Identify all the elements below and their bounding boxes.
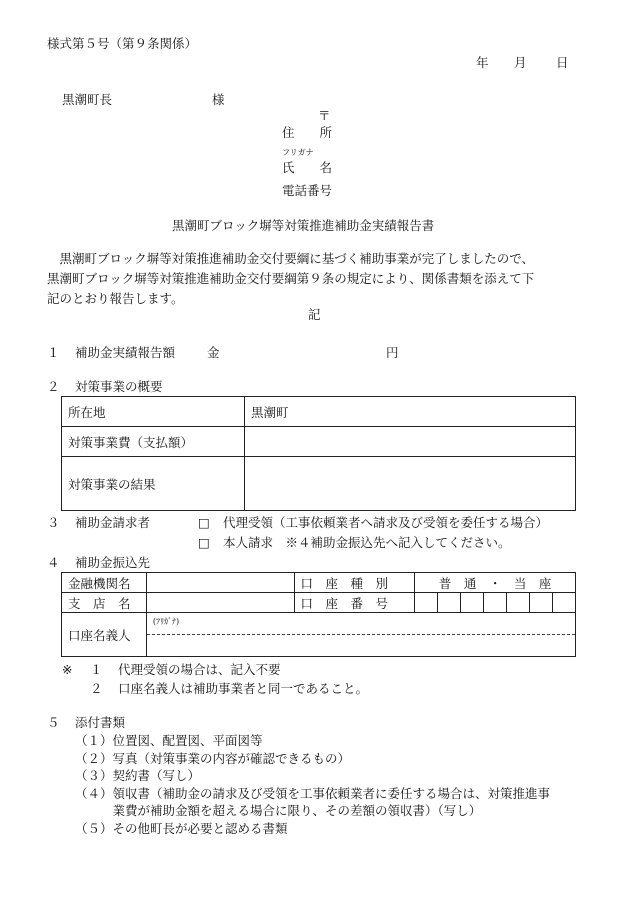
branch-name-value[interactable]	[146, 593, 294, 613]
section1-yen: 円	[386, 345, 399, 360]
date-month: 月	[514, 55, 527, 70]
project-cost-value[interactable]	[245, 427, 576, 457]
phone-label: 電話番号	[282, 183, 333, 198]
proxy-checkbox[interactable]: □	[198, 515, 210, 530]
project-summary-table	[61, 396, 576, 511]
section5-num: ５	[47, 715, 60, 730]
section2-label: 対策事業の概要	[75, 379, 163, 394]
project-result-label: 対策事業の結果	[62, 457, 245, 511]
section5-label: 添付書類	[75, 715, 126, 730]
attachment-item: （５）その他町長が必要と認める書類	[75, 821, 288, 836]
bank-name-label: 金融機関名	[62, 573, 147, 593]
furigana-label: フリガナ	[282, 148, 314, 157]
section3-label: 補助金請求者	[75, 515, 151, 530]
notes-mark: ※	[62, 662, 73, 677]
account-digit[interactable]	[552, 593, 575, 613]
branch-name-label: 支 店 名	[62, 593, 147, 613]
attachment-item: （１）位置図、配置図、平面図等	[75, 733, 263, 748]
note-2-num: ２	[90, 681, 103, 696]
postal-mark: 〒	[318, 108, 331, 123]
table-row	[62, 593, 576, 613]
body-line-3: 記のとおり報告します。	[47, 291, 184, 306]
attachment-item: 業費が補助金額を超える場合に限り、その差額の領収書）（写し）	[75, 803, 482, 818]
date-year: 年	[476, 55, 489, 70]
form-number: 様式第５号（第９条関係）	[47, 36, 198, 51]
ki-label: 記	[308, 307, 321, 322]
project-result-value[interactable]	[245, 457, 576, 511]
section1-kin: 金	[207, 345, 220, 360]
name-label: 氏 名	[282, 160, 333, 175]
table-row	[62, 427, 576, 457]
body-line-2: 黒潮町ブロック塀等対策推進補助金交付要綱第９条の規定により、関係書類を添えて下	[47, 271, 535, 286]
note-2-text: 口座名義人は補助事業者と同一であること。	[118, 681, 369, 696]
table-row	[62, 613, 576, 657]
attachment-item: （２）写真（対策事業の内容が確認できるもの）	[75, 751, 351, 766]
location-label: 所在地	[62, 397, 245, 427]
bank-account-table	[61, 572, 576, 657]
addressee-name: 黒潮町長	[62, 92, 113, 107]
self-option-text: 本人請求 ※４補助金振込先へ記入してください。	[223, 535, 511, 550]
account-digit[interactable]	[438, 593, 461, 613]
proxy-option-text: 代理受領（工事依頼業者へ請求及び受領を委任する場合）	[223, 515, 549, 530]
note-1-num: １	[90, 662, 103, 677]
body-line-1: 黒潮町ブロック塀等対策推進補助金交付要綱に基づく補助事業が完了しましたので、	[47, 251, 535, 266]
section3-num: ３	[47, 515, 60, 530]
document-title: 黒潮町ブロック塀等対策推進補助金実績報告書	[172, 218, 435, 233]
account-type-value[interactable]: 普 通 ・ 当 座	[415, 573, 576, 593]
table-row	[62, 397, 576, 427]
account-number-label: 口 座 番 号	[294, 593, 415, 613]
furigana-divider	[147, 634, 575, 635]
attachment-item: （３）契約書（写し）	[75, 768, 201, 783]
account-digit[interactable]	[530, 593, 553, 613]
section1-label: 補助金実績報告額	[75, 345, 176, 360]
account-digit[interactable]	[484, 593, 507, 613]
address-label: 住 所	[282, 125, 333, 140]
account-holder-label: 口座名義人	[62, 613, 147, 657]
table-row	[62, 457, 576, 511]
section4-num: ４	[47, 555, 60, 570]
addressee-honorific: 様	[212, 92, 225, 107]
table-row	[62, 573, 576, 593]
account-digit[interactable]	[415, 593, 438, 613]
attachment-item: （４）領収書（補助金の請求及び受領を工事依頼業者に委任する場合は、対策推進事	[75, 786, 551, 801]
holder-furigana-label: (ﾌﾘｶﾞﾅ)	[152, 617, 180, 626]
location-value[interactable]: 黒潮町	[245, 397, 576, 427]
account-holder-value[interactable]	[146, 613, 575, 657]
project-cost-label: 対策事業費（支払額）	[62, 427, 245, 457]
section2-num: ２	[47, 379, 60, 394]
self-checkbox[interactable]: □	[198, 535, 210, 550]
date-day: 日	[556, 55, 569, 70]
note-1-text: 代理受領の場合は、記入不要	[118, 662, 281, 677]
account-digit[interactable]	[507, 593, 530, 613]
bank-name-value[interactable]	[146, 573, 294, 593]
account-type-label: 口 座 種 別	[294, 573, 415, 593]
section1-num: １	[47, 345, 60, 360]
section4-label: 補助金振込先	[75, 555, 151, 570]
account-digit[interactable]	[461, 593, 484, 613]
